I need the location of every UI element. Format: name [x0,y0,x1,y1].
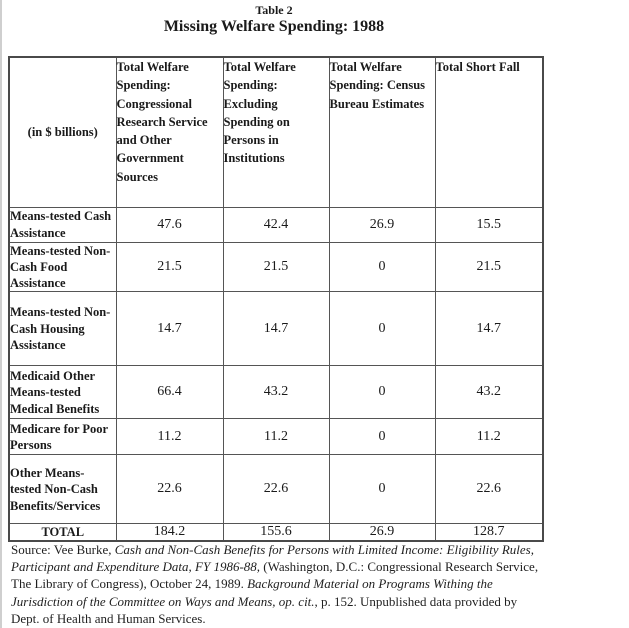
table-row [9,292,543,366]
cell-value: 14.7 [223,292,329,366]
cell-value: 66.4 [116,366,223,419]
table-row [9,419,543,455]
source-title-2: Background Material on Programs Withing the Jurisdiction of the Committee on Ways and Means, op. cit. [11,576,493,609]
cell-value: 21.5 [223,242,329,292]
cell-value: 11.2 [435,419,543,455]
table-row [9,455,543,524]
cell-value: 22.6 [116,455,223,524]
row-label: Means-tested Cash Assistance [9,207,116,242]
column-header-crs: Total Welfare Spending: Congressional Research Service and Other Government Sources [116,57,223,207]
column-header-census: Total Welfare Spending: Census Bureau Estimates [329,57,435,207]
table-row [9,366,543,419]
total-value: 128.7 [435,524,543,542]
page-edge [0,0,2,628]
cell-value: 21.5 [116,242,223,292]
cell-value: 21.5 [435,242,543,292]
row-label: Means-tested Non-Cash Food Assistance [9,242,116,292]
welfare-spending-table [8,56,544,542]
header-row [9,57,543,207]
title-block [0,3,548,37]
source-title-1: Cash and Non-Cash Benefits for Persons with Limited Income: Eligibility Rules, Participant and Expenditure Data, FY 1986-88, [11,542,534,575]
cell-value: 26.9 [329,207,435,242]
total-value: 184.2 [116,524,223,542]
source-middle: (Washington, D.C.: Congressional Research Service, The Library of Congress), October 24, 1989. [11,559,539,592]
cell-value: 0 [329,455,435,524]
table-row [9,207,543,242]
cell-value: 11.2 [223,419,329,455]
table-title: Missing Welfare Spending: 1988 [163,18,385,35]
cell-value: 42.4 [223,207,329,242]
total-row [9,524,543,542]
cell-value: 14.7 [116,292,223,366]
source-prefix: Source: Vee Burke, [11,542,115,557]
table-row [9,242,543,292]
cell-value: 0 [329,366,435,419]
cell-value: 0 [329,242,435,292]
column-header-short-fall: Total Short Fall [435,57,543,207]
cell-value: 43.2 [223,366,329,419]
cell-value: 22.6 [435,455,543,524]
total-value: 155.6 [223,524,329,542]
table-number: Table 2 [255,3,293,17]
cell-value: 22.6 [223,455,329,524]
total-value: 26.9 [329,524,435,542]
source-suffix: , p. 152. Unpublished data provided by Dept. of Health and Human Services. [11,593,518,626]
row-label: Medicaid Other Means-tested Medical Benefits [9,366,116,419]
cell-value: 43.2 [435,366,543,419]
cell-value: 11.2 [116,419,223,455]
cell-value: 14.7 [435,292,543,366]
cell-value: 0 [329,419,435,455]
row-label: Medicare for Poor Persons [9,419,116,455]
column-header-excluding-institutions: Total Welfare Spending: Excluding Spending on Persons in Institutions [223,57,329,207]
cell-value: 15.5 [435,207,543,242]
cell-value: 0 [329,292,435,366]
cell-value: 47.6 [116,207,223,242]
total-label: TOTAL [9,524,116,542]
row-label: Other Means-tested Non-Cash Benefits/Services [9,455,116,524]
row-label: Means-tested Non-Cash Housing Assistance [9,292,116,366]
source-note [11,541,541,627]
unit-label: (in $ billions) [9,57,116,207]
